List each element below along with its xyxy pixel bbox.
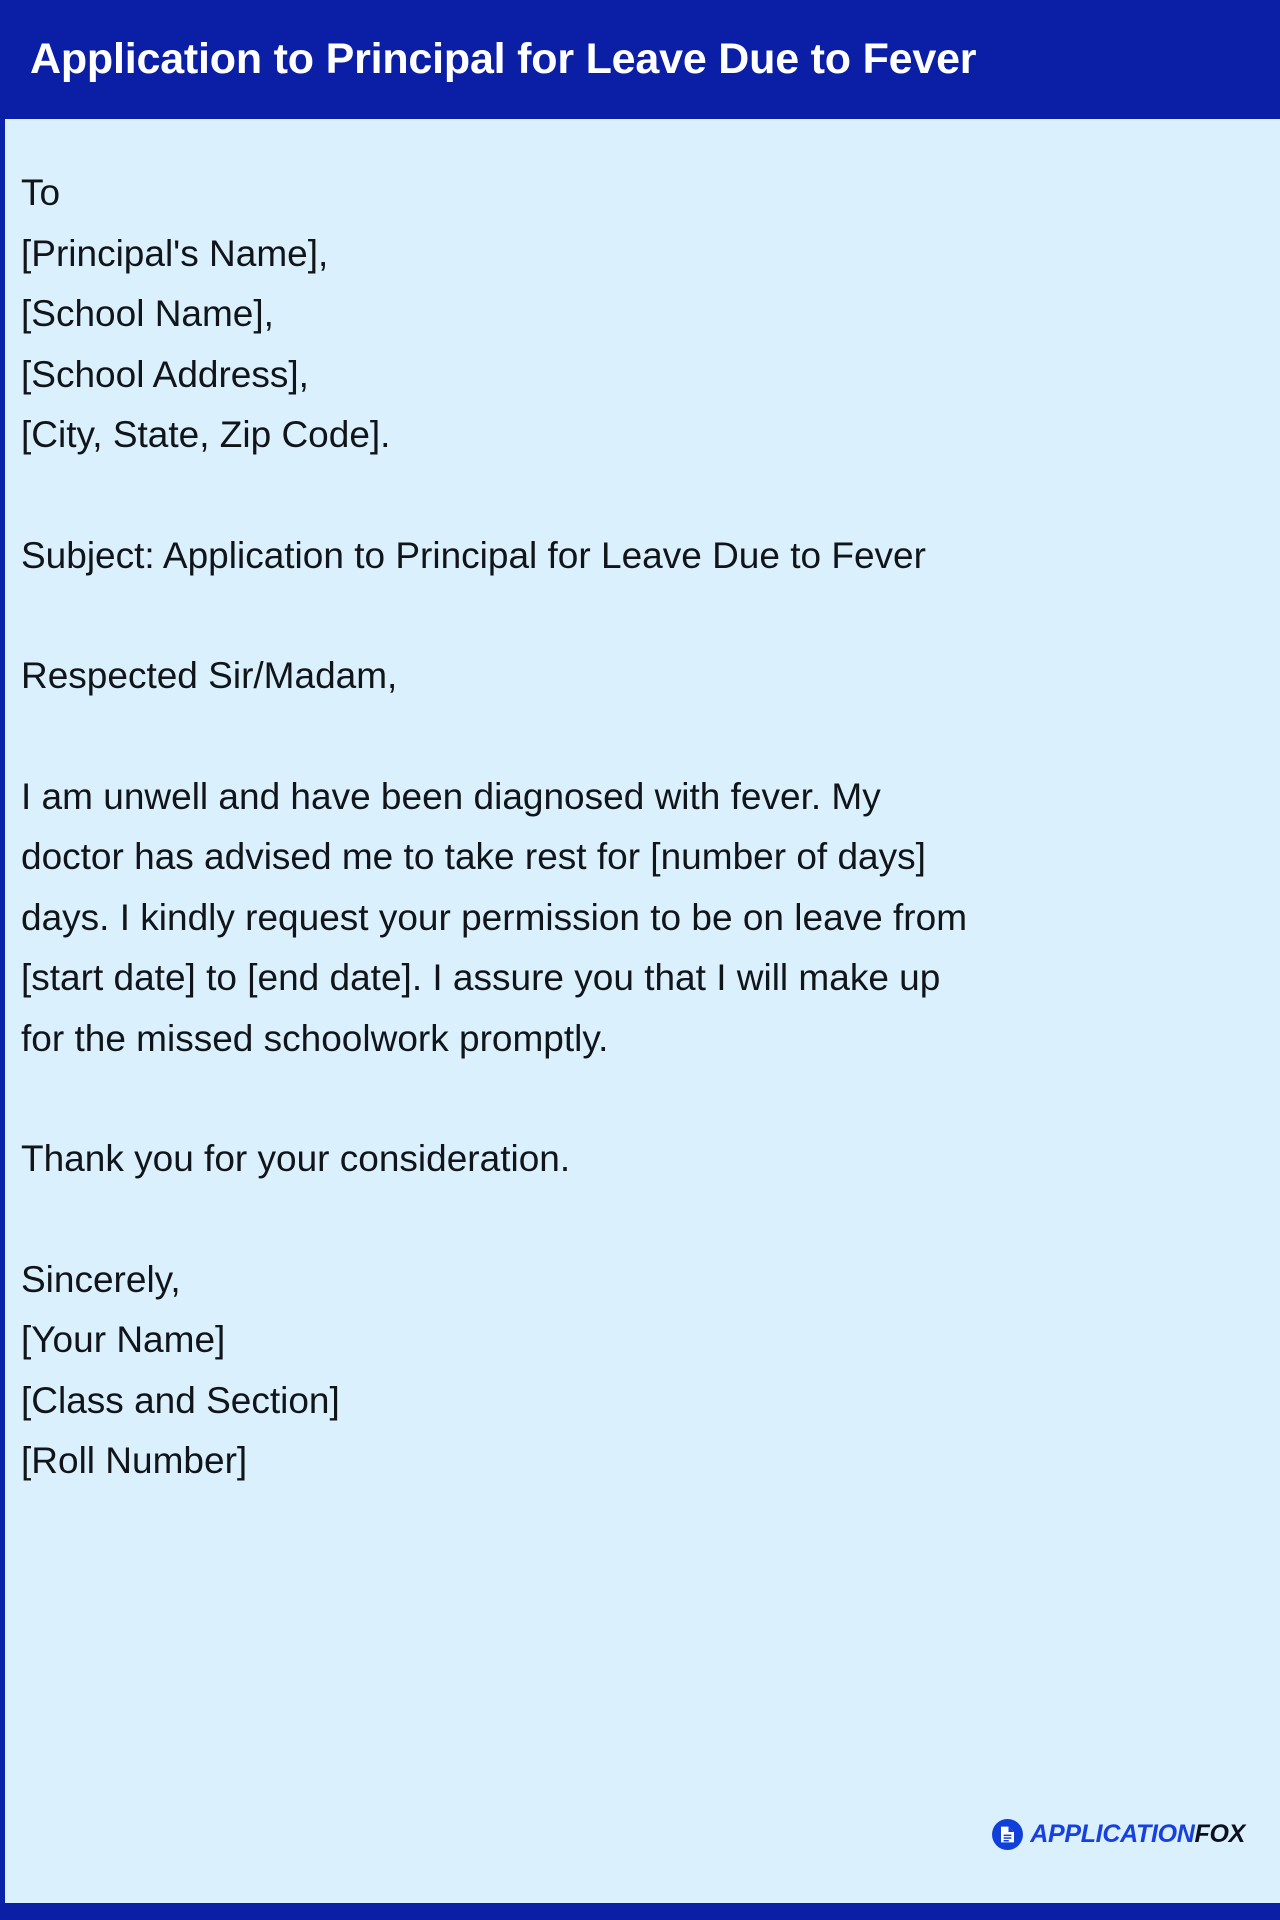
salutation: Respected Sir/Madam, — [21, 655, 398, 696]
body-line: days. I kindly request your permission to be on leave from — [21, 896, 968, 938]
letter-content — [0, 119, 1280, 1874]
signature-line: Sincerely, — [21, 1258, 181, 1300]
recipient-line: [School Name], — [21, 293, 274, 334]
recipient-line: [School Address], — [21, 353, 309, 395]
document-icon — [992, 1819, 1023, 1850]
body-paragraph — [21, 767, 1258, 1070]
signature-block — [21, 1250, 1258, 1492]
signature-line: [Class and Section] — [21, 1379, 340, 1421]
thanks-line: Thank you for your consideration. — [21, 1138, 571, 1179]
page-footer-bar — [0, 1903, 1280, 1920]
brand-name-secondary: FOX — [1194, 1820, 1245, 1848]
page-header — [0, 0, 1280, 119]
body-line: doctor has advised me to take rest for [number of days] — [21, 836, 926, 877]
subject-line: Subject: Application to Principal for Leave Due to Fever — [21, 534, 926, 576]
body-line: for the missed schoolwork promptly. — [21, 1017, 609, 1059]
recipient-block — [21, 163, 1258, 466]
brand-name-primary: APPLICATION — [1030, 1820, 1195, 1848]
signature-line: [Roll Number] — [21, 1440, 248, 1481]
body-line: I am unwell and have been diagnosed with fever. My — [21, 775, 881, 817]
body-line: [start date] to [end date]. I assure you that I will make up — [21, 957, 941, 998]
brand-logo — [992, 1819, 1245, 1850]
page-title: Application to Principal for Leave Due to Fever — [30, 34, 977, 83]
recipient-line: To — [21, 172, 61, 213]
signature-line: [Your Name] — [21, 1319, 226, 1360]
recipient-line: [City, State, Zip Code]. — [21, 414, 391, 455]
recipient-line: [Principal's Name], — [21, 232, 329, 274]
brand-name — [1030, 1822, 1245, 1847]
